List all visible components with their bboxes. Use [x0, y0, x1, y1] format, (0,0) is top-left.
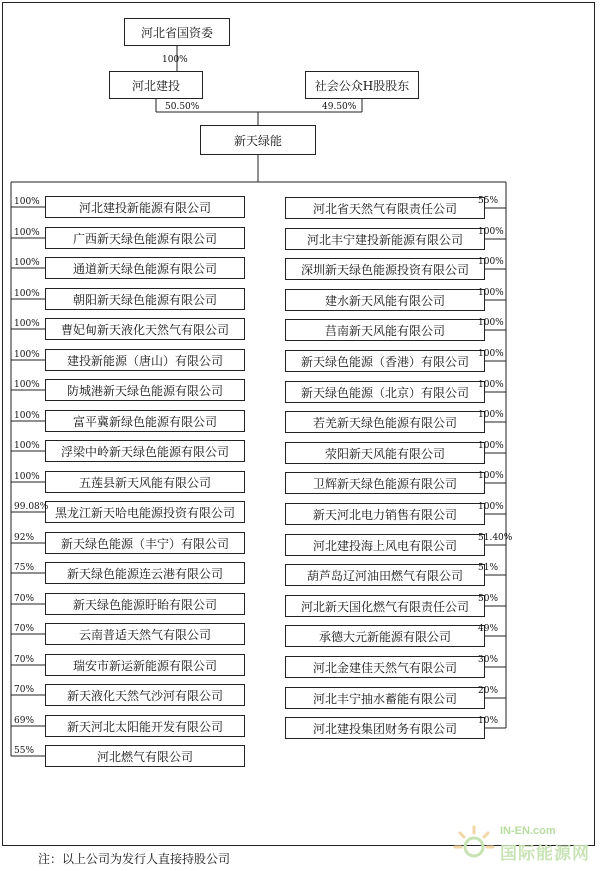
- left-company-pct: 100%: [14, 258, 40, 268]
- left-company-box: 新天绿色能源（丰宁）有限公司: [45, 532, 245, 554]
- left-company-pct: 100%: [14, 411, 40, 421]
- left-company-box: 黑龙江新天哈电能源投资有限公司: [45, 501, 245, 523]
- right-company-pct: 100%: [478, 349, 504, 359]
- right-company-box: 河北新天国化燃气有限责任公司: [285, 595, 485, 617]
- public-h-box: 社会公众H股股东: [305, 71, 419, 99]
- right-company-box: 卫辉新天绿色能源有限公司: [285, 472, 485, 494]
- right-company-pct: 100%: [478, 410, 504, 420]
- right-company-box: 深圳新天绿色能源投资有限公司: [285, 258, 485, 280]
- left-company-pct: 100%: [14, 380, 40, 390]
- hebei-jiantou-pct: 50.50%: [165, 102, 200, 112]
- right-company-box: 河北丰宁抽水蓄能有限公司: [285, 687, 485, 709]
- left-company-box: 河北燃气有限公司: [45, 745, 245, 767]
- left-company-pct: 55%: [14, 746, 35, 756]
- left-company-pct: 100%: [14, 350, 40, 360]
- sun-icon: [452, 823, 496, 867]
- right-company-box: 新天河北电力销售有限公司: [285, 503, 485, 525]
- right-company-pct: 50%: [478, 594, 499, 604]
- right-company-box: 葫芦岛辽河油田燃气有限公司: [285, 564, 485, 586]
- right-company-pct: 51.40%: [478, 533, 513, 543]
- watermark-logo: [452, 823, 592, 867]
- left-company-pct: 70%: [14, 655, 35, 665]
- left-company-pct: 69%: [14, 716, 35, 726]
- right-company-pct: 100%: [478, 441, 504, 451]
- left-company-box: 防城港新天绿色能源有限公司: [45, 379, 245, 401]
- watermark-en: IN-EN.com: [500, 825, 556, 837]
- left-company-box: 新天绿色能源盱眙有限公司: [45, 593, 245, 615]
- left-company-box: 曹妃甸新天液化天然气有限公司: [45, 318, 245, 340]
- left-company-pct: 70%: [14, 624, 35, 634]
- right-company-box: 承德大元新能源有限公司: [285, 625, 485, 647]
- left-company-box: 五莲县新天风能有限公司: [45, 471, 245, 493]
- right-company-box: 新天绿色能源（香港）有限公司: [285, 350, 485, 372]
- right-company-pct: 100%: [478, 502, 504, 512]
- footnote: 注：以上公司为发行人直接持股公司: [38, 852, 231, 866]
- right-company-pct: 100%: [478, 380, 504, 390]
- right-company-box: 河北建投集团财务有限公司: [285, 717, 485, 739]
- right-company-box: 若羌新天绿色能源有限公司: [285, 411, 485, 433]
- left-company-box: 云南普适天然气有限公司: [45, 623, 245, 645]
- right-company-pct: 10%: [478, 716, 499, 726]
- right-company-pct: 100%: [478, 471, 504, 481]
- right-company-box: 莒南新天风能有限公司: [285, 319, 485, 341]
- left-company-box: 广西新天绿色能源有限公司: [45, 227, 245, 249]
- left-company-pct: 100%: [14, 289, 40, 299]
- right-company-pct: 100%: [478, 318, 504, 328]
- left-company-pct: 99.08%: [14, 502, 49, 512]
- left-company-pct: 100%: [14, 472, 40, 482]
- right-company-box: 河北金建佳天然气有限公司: [285, 656, 485, 678]
- right-company-pct: 20%: [478, 686, 499, 696]
- parent-box: 河北省国资委: [124, 18, 230, 46]
- left-company-box: 河北建投新能源有限公司: [45, 196, 245, 218]
- right-company-pct: 51%: [478, 563, 499, 573]
- left-company-pct: 100%: [14, 441, 40, 451]
- left-company-pct: 100%: [14, 228, 40, 238]
- right-company-box: 河北丰宁建投新能源有限公司: [285, 228, 485, 250]
- left-company-pct: 70%: [14, 594, 35, 604]
- right-company-box: 新天绿色能源（北京）有限公司: [285, 381, 485, 403]
- right-company-box: 河北省天然气有限责任公司: [285, 197, 485, 219]
- left-company-box: 新天河北太阳能开发有限公司: [45, 715, 245, 737]
- right-company-box: 河北建投海上风电有限公司: [285, 534, 485, 556]
- left-company-box: 新天绿色能源连云港有限公司: [45, 562, 245, 584]
- left-company-box: 新天液化天然气沙河有限公司: [45, 684, 245, 706]
- left-company-box: 浮梁中岭新天绿色能源有限公司: [45, 440, 245, 462]
- right-company-box: 建水新天风能有限公司: [285, 289, 485, 311]
- watermark-cn: 国际能源网: [500, 844, 590, 864]
- left-company-box: 瑞安市新运新能源有限公司: [45, 654, 245, 676]
- left-company-box: 通道新天绿色能源有限公司: [45, 257, 245, 279]
- right-company-pct: 100%: [478, 257, 504, 267]
- left-company-box: 富平冀新绿色能源有限公司: [45, 410, 245, 432]
- left-company-pct: 100%: [14, 197, 40, 207]
- right-company-pct: 55%: [478, 196, 499, 206]
- left-company-pct: 75%: [14, 563, 35, 573]
- right-company-pct: 49%: [478, 624, 499, 634]
- right-company-pct: 30%: [478, 655, 499, 665]
- right-company-pct: 100%: [478, 227, 504, 237]
- hebei-jiantou-box: 河北建投: [109, 71, 203, 99]
- left-company-pct: 70%: [14, 685, 35, 695]
- public-h-pct: 49.50%: [322, 102, 357, 112]
- right-company-box: 荥阳新天风能有限公司: [285, 442, 485, 464]
- left-company-pct: 100%: [14, 319, 40, 329]
- left-company-box: 建投新能源（唐山）有限公司: [45, 349, 245, 371]
- right-company-pct: 100%: [478, 288, 504, 298]
- parent-pct: 100%: [162, 55, 188, 65]
- xintian-box: 新天绿能: [200, 125, 316, 155]
- left-company-box: 朝阳新天绿色能源有限公司: [45, 288, 245, 310]
- left-company-pct: 92%: [14, 533, 35, 543]
